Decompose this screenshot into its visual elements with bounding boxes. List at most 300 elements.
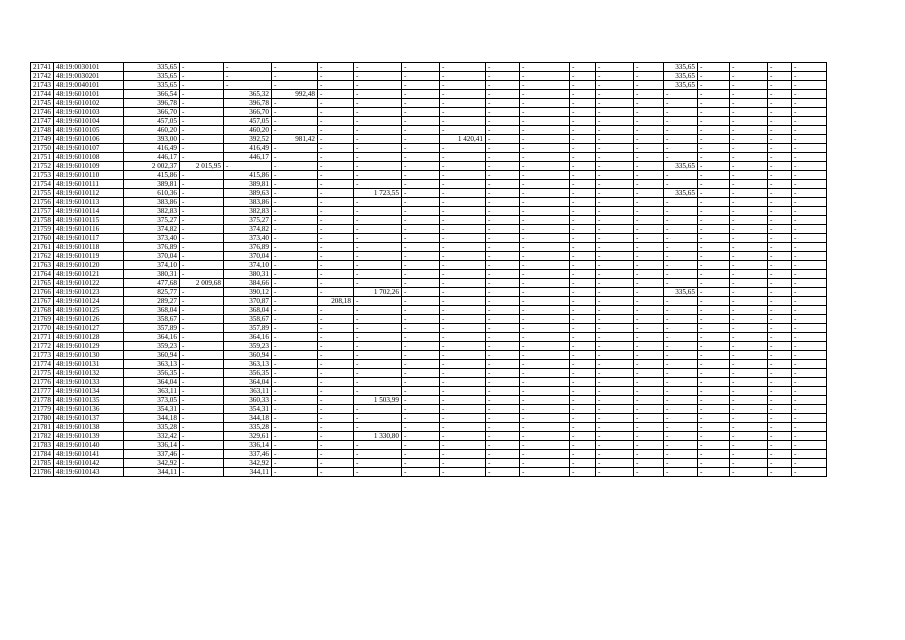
- value-cell: -: [697, 441, 729, 450]
- value-cell: -: [697, 333, 729, 342]
- value-cell: -: [697, 396, 729, 405]
- cadastral-number-cell: 48:19:6010140: [53, 441, 123, 450]
- value-cell: -: [595, 126, 633, 135]
- value-cell: -: [439, 117, 485, 126]
- value-cell: -: [485, 252, 519, 261]
- value-cell: 380,31: [123, 270, 179, 279]
- cadastral-number-cell: 48:19:6010131: [53, 360, 123, 369]
- value-cell: -: [697, 360, 729, 369]
- table-row: [31, 153, 827, 162]
- value-cell: -: [317, 378, 353, 387]
- value-cell: -: [179, 405, 223, 414]
- value-cell: 383,86: [123, 198, 179, 207]
- table-row: [31, 243, 827, 252]
- value-cell: -: [791, 153, 826, 162]
- value-cell: 373,05: [123, 396, 179, 405]
- value-cell: -: [633, 63, 663, 72]
- value-cell: -: [179, 225, 223, 234]
- value-cell: -: [401, 144, 439, 153]
- value-cell: -: [271, 450, 317, 459]
- value-cell: 335,65: [663, 288, 697, 297]
- value-cell: -: [353, 315, 401, 324]
- value-cell: -: [633, 279, 663, 288]
- value-cell: -: [791, 306, 826, 315]
- value-cell: 415,86: [223, 171, 271, 180]
- value-cell: -: [401, 234, 439, 243]
- value-cell: -: [519, 333, 569, 342]
- value-cell: -: [271, 243, 317, 252]
- value-cell: -: [791, 396, 826, 405]
- value-cell: -: [271, 297, 317, 306]
- value-cell: -: [439, 198, 485, 207]
- value-cell: -: [485, 288, 519, 297]
- value-cell: -: [569, 315, 595, 324]
- value-cell: -: [697, 414, 729, 423]
- value-cell: -: [633, 243, 663, 252]
- value-cell: -: [519, 351, 569, 360]
- value-cell: -: [271, 207, 317, 216]
- value-cell: -: [767, 441, 791, 450]
- table-row: [31, 459, 827, 468]
- value-cell: -: [485, 99, 519, 108]
- value-cell: -: [485, 126, 519, 135]
- value-cell: -: [353, 378, 401, 387]
- value-cell: 376,89: [223, 243, 271, 252]
- value-cell: 477,68: [123, 279, 179, 288]
- value-cell: -: [317, 234, 353, 243]
- value-cell: -: [439, 468, 485, 477]
- value-cell: 366,70: [123, 108, 179, 117]
- value-cell: -: [519, 189, 569, 198]
- value-cell: 365,32: [223, 90, 271, 99]
- value-cell: -: [271, 144, 317, 153]
- value-cell: -: [791, 108, 826, 117]
- value-cell: -: [569, 423, 595, 432]
- value-cell: -: [519, 90, 569, 99]
- row-number-cell: 21744: [31, 90, 54, 99]
- value-cell: -: [401, 198, 439, 207]
- value-cell: -: [317, 306, 353, 315]
- value-cell: -: [569, 234, 595, 243]
- value-cell: -: [439, 108, 485, 117]
- value-cell: -: [697, 432, 729, 441]
- value-cell: 457,05: [123, 117, 179, 126]
- cadastral-number-cell: 48:19:6010110: [53, 171, 123, 180]
- value-cell: -: [271, 324, 317, 333]
- value-cell: -: [179, 189, 223, 198]
- value-cell: -: [353, 405, 401, 414]
- value-cell: -: [519, 405, 569, 414]
- value-cell: 289,27: [123, 297, 179, 306]
- value-cell: -: [317, 198, 353, 207]
- value-cell: -: [767, 171, 791, 180]
- value-cell: -: [485, 180, 519, 189]
- value-cell: -: [271, 189, 317, 198]
- value-cell: -: [767, 288, 791, 297]
- value-cell: -: [663, 261, 697, 270]
- value-cell: 357,89: [123, 324, 179, 333]
- value-cell: -: [569, 198, 595, 207]
- value-cell: -: [519, 207, 569, 216]
- value-cell: -: [439, 306, 485, 315]
- value-cell: -: [179, 90, 223, 99]
- value-cell: -: [663, 387, 697, 396]
- value-cell: -: [663, 369, 697, 378]
- value-cell: -: [179, 144, 223, 153]
- value-cell: -: [271, 198, 317, 207]
- value-cell: -: [663, 243, 697, 252]
- value-cell: 382,83: [223, 207, 271, 216]
- value-cell: 335,65: [123, 72, 179, 81]
- row-number-cell: 21742: [31, 72, 54, 81]
- value-cell: -: [569, 153, 595, 162]
- value-cell: -: [729, 369, 767, 378]
- value-cell: -: [519, 414, 569, 423]
- value-cell: -: [729, 441, 767, 450]
- table-row: [31, 162, 827, 171]
- value-cell: 446,17: [123, 153, 179, 162]
- value-cell: -: [595, 252, 633, 261]
- cadastral-number-cell: 48:19:6010128: [53, 333, 123, 342]
- value-cell: -: [439, 207, 485, 216]
- value-cell: -: [767, 396, 791, 405]
- cadastral-number-cell: 48:19:6010138: [53, 423, 123, 432]
- value-cell: -: [485, 207, 519, 216]
- value-cell: -: [767, 306, 791, 315]
- value-cell: -: [317, 414, 353, 423]
- table-row: [31, 297, 827, 306]
- value-cell: 357,89: [223, 324, 271, 333]
- value-cell: -: [485, 450, 519, 459]
- value-cell: -: [317, 135, 353, 144]
- cadastral-number-cell: 48:19:0030101: [53, 63, 123, 72]
- value-cell: -: [767, 117, 791, 126]
- value-cell: -: [317, 423, 353, 432]
- value-cell: -: [401, 252, 439, 261]
- value-cell: -: [271, 171, 317, 180]
- value-cell: -: [485, 261, 519, 270]
- value-cell: -: [663, 333, 697, 342]
- value-cell: 358,67: [223, 315, 271, 324]
- value-cell: -: [401, 333, 439, 342]
- value-cell: -: [697, 387, 729, 396]
- value-cell: -: [595, 270, 633, 279]
- value-cell: -: [179, 135, 223, 144]
- value-cell: -: [271, 414, 317, 423]
- value-cell: -: [401, 405, 439, 414]
- value-cell: -: [271, 396, 317, 405]
- value-cell: -: [595, 63, 633, 72]
- value-cell: -: [729, 432, 767, 441]
- value-cell: -: [729, 180, 767, 189]
- value-cell: -: [729, 450, 767, 459]
- value-cell: -: [767, 225, 791, 234]
- value-cell: -: [633, 351, 663, 360]
- value-cell: -: [633, 144, 663, 153]
- value-cell: -: [353, 423, 401, 432]
- value-cell: -: [271, 333, 317, 342]
- value-cell: -: [729, 243, 767, 252]
- value-cell: -: [767, 468, 791, 477]
- value-cell: -: [697, 306, 729, 315]
- table-row: [31, 180, 827, 189]
- value-cell: -: [697, 450, 729, 459]
- value-cell: -: [767, 189, 791, 198]
- value-cell: -: [729, 468, 767, 477]
- value-cell: -: [697, 63, 729, 72]
- value-cell: -: [595, 378, 633, 387]
- value-cell: -: [729, 135, 767, 144]
- value-cell: 359,23: [123, 342, 179, 351]
- value-cell: -: [595, 207, 633, 216]
- value-cell: -: [595, 351, 633, 360]
- value-cell: 825,77: [123, 288, 179, 297]
- value-cell: -: [729, 126, 767, 135]
- value-cell: -: [401, 261, 439, 270]
- value-cell: 2 009,68: [179, 279, 223, 288]
- value-cell: -: [485, 360, 519, 369]
- value-cell: -: [439, 441, 485, 450]
- value-cell: -: [179, 306, 223, 315]
- value-cell: 992,48: [271, 90, 317, 99]
- value-cell: -: [485, 378, 519, 387]
- value-cell: 1 723,55: [353, 189, 401, 198]
- value-cell: -: [633, 324, 663, 333]
- value-cell: -: [519, 423, 569, 432]
- value-cell: -: [179, 207, 223, 216]
- table-row: [31, 135, 827, 144]
- table-row: [31, 423, 827, 432]
- value-cell: 360,33: [223, 396, 271, 405]
- value-cell: -: [569, 450, 595, 459]
- value-cell: -: [569, 90, 595, 99]
- value-cell: -: [485, 216, 519, 225]
- value-cell: -: [179, 243, 223, 252]
- value-cell: -: [595, 99, 633, 108]
- value-cell: -: [791, 81, 826, 90]
- value-cell: -: [791, 378, 826, 387]
- value-cell: -: [317, 126, 353, 135]
- value-cell: -: [569, 144, 595, 153]
- value-cell: 446,17: [223, 153, 271, 162]
- value-cell: -: [519, 153, 569, 162]
- value-cell: 354,31: [123, 405, 179, 414]
- row-number-cell: 21770: [31, 324, 54, 333]
- value-cell: -: [767, 234, 791, 243]
- value-cell: -: [317, 162, 353, 171]
- value-cell: -: [663, 252, 697, 261]
- value-cell: -: [519, 459, 569, 468]
- value-cell: -: [439, 252, 485, 261]
- value-cell: -: [697, 324, 729, 333]
- value-cell: -: [485, 396, 519, 405]
- value-cell: -: [317, 432, 353, 441]
- value-cell: -: [663, 225, 697, 234]
- value-cell: -: [697, 423, 729, 432]
- value-cell: -: [569, 207, 595, 216]
- value-cell: -: [317, 189, 353, 198]
- value-cell: -: [519, 360, 569, 369]
- value-cell: -: [791, 423, 826, 432]
- value-cell: -: [353, 72, 401, 81]
- value-cell: -: [401, 342, 439, 351]
- value-cell: -: [401, 468, 439, 477]
- value-cell: -: [595, 261, 633, 270]
- value-cell: -: [729, 261, 767, 270]
- value-cell: -: [791, 207, 826, 216]
- value-cell: -: [179, 63, 223, 72]
- value-cell: -: [271, 126, 317, 135]
- row-number-cell: 21745: [31, 99, 54, 108]
- value-cell: -: [317, 351, 353, 360]
- value-cell: -: [439, 378, 485, 387]
- value-cell: 363,13: [223, 360, 271, 369]
- value-cell: -: [663, 153, 697, 162]
- table-row: [31, 270, 827, 279]
- value-cell: -: [569, 180, 595, 189]
- row-number-cell: 21763: [31, 261, 54, 270]
- value-cell: -: [401, 369, 439, 378]
- value-cell: -: [595, 72, 633, 81]
- row-number-cell: 21773: [31, 351, 54, 360]
- value-cell: -: [767, 216, 791, 225]
- value-cell: -: [633, 378, 663, 387]
- value-cell: -: [791, 369, 826, 378]
- value-cell: 382,83: [123, 207, 179, 216]
- value-cell: -: [729, 333, 767, 342]
- value-cell: -: [485, 72, 519, 81]
- value-cell: -: [569, 171, 595, 180]
- row-number-cell: 21761: [31, 243, 54, 252]
- value-cell: -: [595, 216, 633, 225]
- value-cell: 358,67: [123, 315, 179, 324]
- value-cell: -: [485, 135, 519, 144]
- value-cell: 337,46: [123, 450, 179, 459]
- value-cell: -: [317, 279, 353, 288]
- value-cell: -: [697, 459, 729, 468]
- cadastral-number-cell: 48:19:6010115: [53, 216, 123, 225]
- value-cell: -: [353, 180, 401, 189]
- row-number-cell: 21766: [31, 288, 54, 297]
- value-cell: 364,16: [123, 333, 179, 342]
- value-cell: -: [271, 63, 317, 72]
- value-cell: -: [353, 153, 401, 162]
- value-cell: -: [485, 333, 519, 342]
- value-cell: -: [633, 108, 663, 117]
- value-cell: -: [519, 72, 569, 81]
- value-cell: -: [485, 423, 519, 432]
- value-cell: -: [633, 261, 663, 270]
- value-cell: -: [791, 324, 826, 333]
- table-row: [31, 351, 827, 360]
- table-row: [31, 369, 827, 378]
- value-cell: -: [439, 432, 485, 441]
- value-cell: -: [569, 441, 595, 450]
- value-cell: -: [439, 396, 485, 405]
- value-cell: -: [791, 162, 826, 171]
- cadastral-number-cell: 48:19:6010104: [53, 117, 123, 126]
- value-cell: -: [697, 72, 729, 81]
- value-cell: -: [697, 180, 729, 189]
- value-cell: -: [791, 189, 826, 198]
- value-cell: -: [729, 198, 767, 207]
- value-cell: -: [791, 261, 826, 270]
- value-cell: -: [595, 360, 633, 369]
- value-cell: -: [485, 234, 519, 243]
- value-cell: -: [485, 279, 519, 288]
- value-cell: -: [439, 324, 485, 333]
- value-cell: -: [569, 405, 595, 414]
- value-cell: -: [317, 63, 353, 72]
- value-cell: -: [569, 306, 595, 315]
- table-row: [31, 342, 827, 351]
- row-number-cell: 21775: [31, 369, 54, 378]
- value-cell: -: [663, 468, 697, 477]
- row-number-cell: 21760: [31, 234, 54, 243]
- value-cell: -: [569, 252, 595, 261]
- value-cell: -: [317, 171, 353, 180]
- table-row: [31, 261, 827, 270]
- value-cell: -: [439, 216, 485, 225]
- value-cell: -: [353, 297, 401, 306]
- value-cell: -: [519, 180, 569, 189]
- value-cell: -: [729, 297, 767, 306]
- value-cell: 329,61: [223, 432, 271, 441]
- value-cell: -: [317, 81, 353, 90]
- value-cell: -: [791, 459, 826, 468]
- value-cell: 389,81: [223, 180, 271, 189]
- cadastral-number-cell: 48:19:6010119: [53, 252, 123, 261]
- value-cell: -: [485, 405, 519, 414]
- value-cell: 1 420,41: [439, 135, 485, 144]
- value-cell: -: [663, 207, 697, 216]
- value-cell: -: [271, 423, 317, 432]
- value-cell: 344,18: [223, 414, 271, 423]
- value-cell: -: [595, 432, 633, 441]
- value-cell: -: [729, 414, 767, 423]
- value-cell: -: [729, 171, 767, 180]
- value-cell: -: [729, 81, 767, 90]
- value-cell: -: [401, 207, 439, 216]
- row-number-cell: 21749: [31, 135, 54, 144]
- value-cell: -: [401, 288, 439, 297]
- value-cell: -: [595, 288, 633, 297]
- value-cell: 335,65: [663, 162, 697, 171]
- value-cell: 375,27: [123, 216, 179, 225]
- value-cell: -: [633, 288, 663, 297]
- value-cell: 396,78: [123, 99, 179, 108]
- value-cell: -: [633, 171, 663, 180]
- value-cell: -: [485, 189, 519, 198]
- value-cell: -: [791, 198, 826, 207]
- cadastral-number-cell: 48:19:6010130: [53, 351, 123, 360]
- value-cell: -: [519, 198, 569, 207]
- value-cell: -: [223, 81, 271, 90]
- value-cell: -: [519, 261, 569, 270]
- value-cell: -: [663, 459, 697, 468]
- cadastral-value-table: [30, 62, 827, 477]
- value-cell: -: [663, 198, 697, 207]
- value-cell: -: [485, 459, 519, 468]
- value-cell: -: [633, 333, 663, 342]
- value-cell: -: [223, 72, 271, 81]
- cadastral-number-cell: 48:19:6010118: [53, 243, 123, 252]
- value-cell: -: [519, 108, 569, 117]
- cadastral-number-cell: 48:19:6010125: [53, 306, 123, 315]
- value-cell: -: [271, 387, 317, 396]
- value-cell: -: [729, 216, 767, 225]
- value-cell: -: [595, 279, 633, 288]
